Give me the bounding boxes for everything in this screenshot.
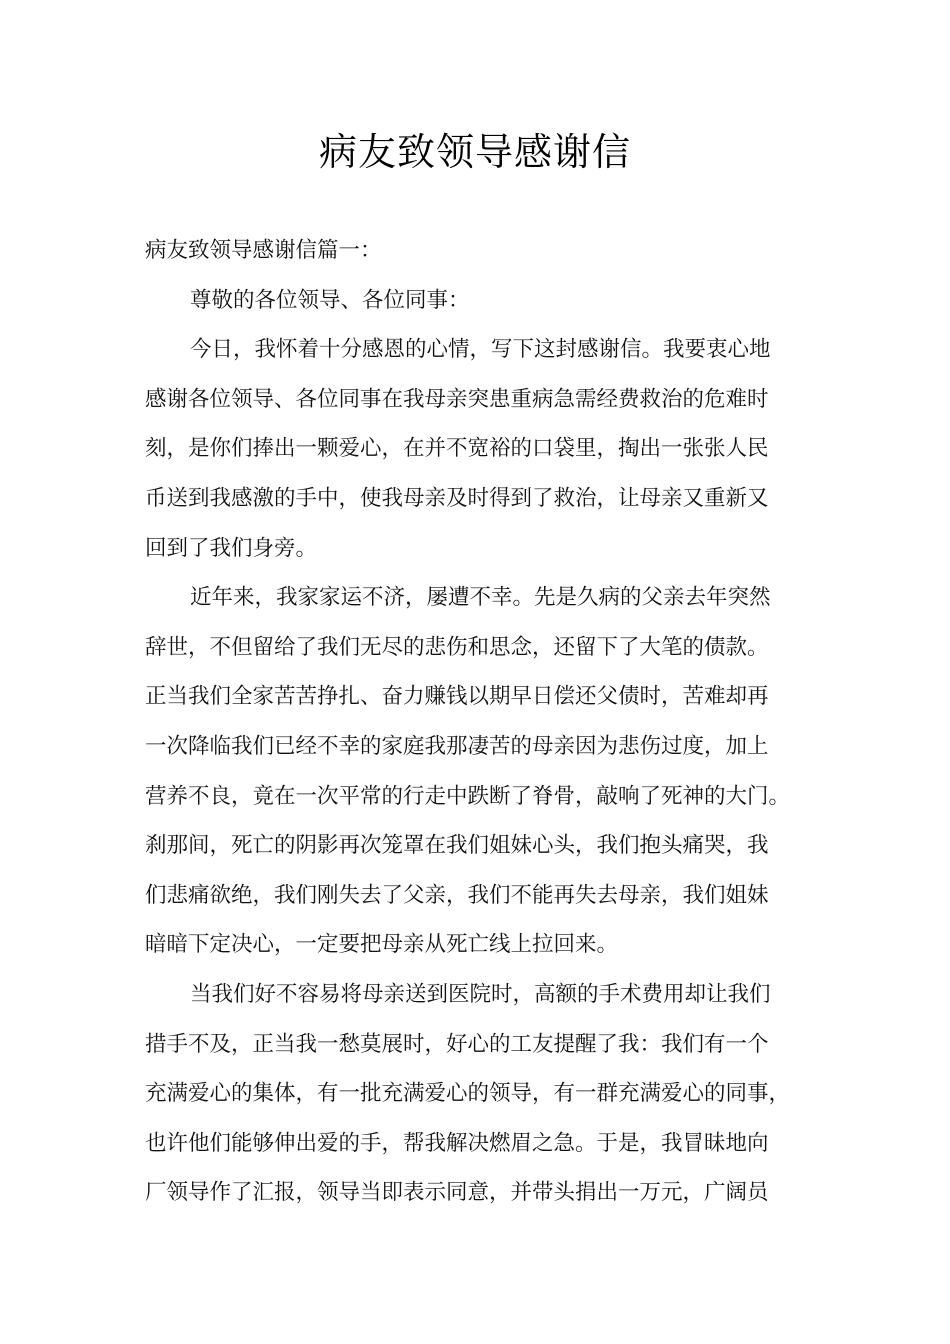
paragraph-line: 充满爱心的集体，有一批充满爱心的领导，有一群充满爱心的同事， [145,1081,791,1107]
paragraph-line: 厂领导作了汇报，领导当即表示同意，并带头捐出一万元，广阔员 [145,1180,769,1206]
paragraph-line: 回到了我们身旁。 [145,535,318,561]
paragraph-line: 刻，是你们捧出一颗爱心，在并不宽裕的口袋里，掏出一张张人民 [145,436,769,462]
salutation: 尊敬的各位领导、各位同事： [190,287,470,313]
paragraph-line: 辞世，不但留给了我们无尽的悲伤和思念，还留下了大笔的债款。 [145,634,769,660]
paragraph-line: 措手不及，正当我一愁莫展时，好心的工友提醒了我：我们有一个 [145,1031,769,1057]
paragraph-line: 刹那间，死亡的阴影再次笼罩在我们姐妹心头，我们抱头痛哭，我 [145,833,769,859]
paragraph-line: 也许他们能够伸出爱的手，帮我解决燃眉之急。于是，我冒昧地向 [145,1130,769,1156]
paragraph-line: 一次降临我们已经不幸的家庭我那凄苦的母亲因为悲伤过度，加上 [145,733,769,759]
paragraph-line: 币送到我感激的手中，使我母亲及时得到了救治，让母亲又重新又 [145,485,769,511]
section-heading: 病友致领导感谢信篇一： [145,238,382,263]
document-body [145,226,825,1218]
paragraph-line: 感谢各位领导、各位同事在我母亲突患重病急需经费救治的危难时 [145,386,769,412]
paragraph-2 [145,573,825,970]
paragraph-line: 近年来，我家家运不济，屡遭不幸。先是久病的父亲去年突然 [190,585,771,611]
paragraph-3 [145,970,825,1218]
document-title: 病友致领导感谢信 [318,130,631,174]
paragraph-line: 当我们好不容易将母亲送到医院时，高额的手术费用却让我们 [190,981,771,1007]
paragraph-line: 营养不良，竟在一次平常的行走中跌断了脊骨，敲响了死神的大门。 [145,783,791,809]
paragraph-line: 今日，我怀着十分感恩的心情，写下这封感谢信。我要衷心地 [190,337,771,363]
paragraph-1 [145,325,825,573]
paragraph-line: 暗暗下定决心，一定要把母亲从死亡线上拉回来。 [145,932,619,958]
paragraph-line: 们悲痛欲绝，我们刚失去了父亲，我们不能再失去母亲，我们姐妹 [145,882,769,908]
paragraph-line: 正当我们全家苦苦挣扎、奋力赚钱以期早日偿还父债时，苦难却再 [145,684,769,710]
